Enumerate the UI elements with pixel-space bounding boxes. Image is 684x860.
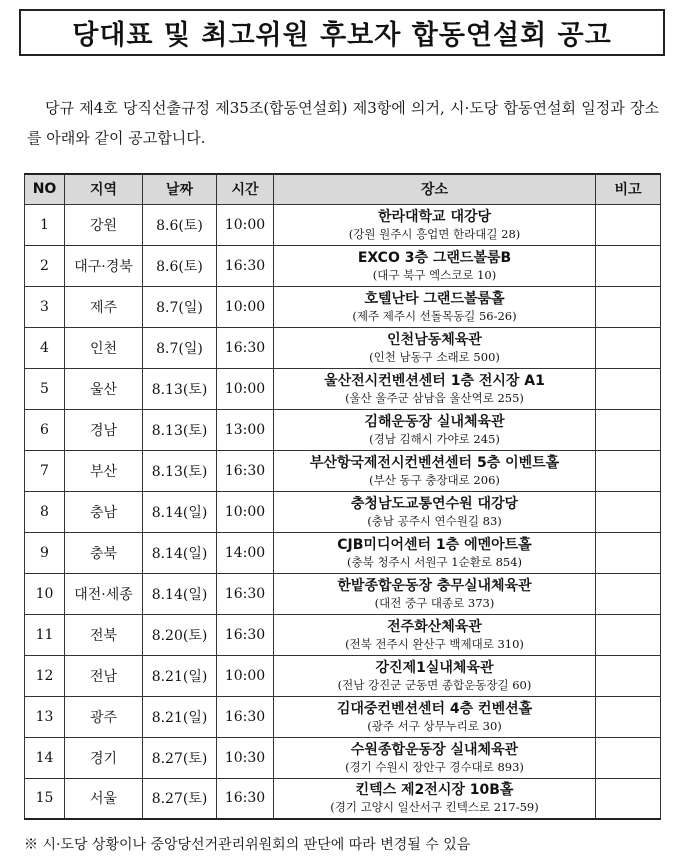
row-time: 16:30	[217, 696, 274, 737]
venue-address: (제주 제주시 선돌목동길 56-26)	[352, 308, 517, 323]
row-note	[596, 655, 661, 696]
table-row	[25, 409, 661, 450]
header-region: 지역	[65, 174, 143, 204]
table-row	[25, 655, 661, 696]
row-no: 10	[25, 573, 65, 614]
table-row	[25, 327, 661, 368]
row-time: 13:00	[217, 409, 274, 450]
venue-name: 울산전시컨벤션센터 1층 전시장 A1	[324, 372, 545, 389]
row-region: 충북	[65, 532, 143, 573]
row-note	[596, 737, 661, 778]
venue-address: (경기 수원시 장안구 경수대로 893)	[345, 759, 524, 774]
row-no: 6	[25, 409, 65, 450]
row-venue	[274, 532, 596, 573]
row-time: 16:30	[217, 327, 274, 368]
row-venue	[274, 655, 596, 696]
venue-address: (충북 청주시 서원구 1순환로 854)	[346, 554, 523, 569]
row-note	[596, 450, 661, 491]
row-note	[596, 573, 661, 614]
row-time: 10:30	[217, 737, 274, 778]
table-body	[25, 204, 661, 819]
row-date: 8.20(토)	[143, 614, 217, 655]
row-time: 10:00	[217, 491, 274, 532]
row-no: 4	[25, 327, 65, 368]
venue-name: 호텔난타 그랜드볼룸홀	[364, 290, 505, 307]
row-note	[596, 327, 661, 368]
row-no: 2	[25, 245, 65, 286]
header-date: 날짜	[143, 174, 217, 204]
row-note	[596, 696, 661, 737]
row-note	[596, 491, 661, 532]
row-no: 8	[25, 491, 65, 532]
row-date: 8.13(토)	[143, 368, 217, 409]
table-row	[25, 737, 661, 778]
title-box	[19, 9, 665, 56]
row-note	[596, 286, 661, 327]
row-region: 인천	[65, 327, 143, 368]
row-no: 11	[25, 614, 65, 655]
venue-name: 부산항국제전시컨벤션센터 5층 이벤트홀	[309, 454, 560, 471]
row-time: 10:00	[217, 368, 274, 409]
venue-name: 강진제1실내체육관	[375, 659, 494, 676]
table-row	[25, 450, 661, 491]
venue-name: EXCO 3층 그랜드볼룸B	[357, 249, 512, 266]
row-venue	[274, 573, 596, 614]
venue-name: 한밭종합운동장 충무실내체육관	[337, 577, 532, 594]
row-no: 1	[25, 204, 65, 245]
row-no: 15	[25, 778, 65, 819]
row-date: 8.14(일)	[143, 532, 217, 573]
row-venue	[274, 327, 596, 368]
table-row	[25, 696, 661, 737]
row-venue	[274, 737, 596, 778]
table-row	[25, 573, 661, 614]
row-venue	[274, 245, 596, 286]
row-no: 9	[25, 532, 65, 573]
table-row	[25, 204, 661, 245]
row-venue	[274, 696, 596, 737]
row-venue	[274, 614, 596, 655]
row-time: 10:00	[217, 655, 274, 696]
row-venue	[274, 778, 596, 819]
table-row	[25, 245, 661, 286]
row-date: 8.7(일)	[143, 286, 217, 327]
venue-address: (전북 전주시 완산구 백제대로 310)	[345, 636, 524, 651]
table-row	[25, 614, 661, 655]
venue-name: 한라대학교 대강당	[377, 208, 492, 225]
row-no: 5	[25, 368, 65, 409]
table-row	[25, 491, 661, 532]
venue-address: (대구 북구 엑스코로 10)	[372, 267, 497, 282]
header-note: 비고	[596, 174, 661, 204]
row-no: 7	[25, 450, 65, 491]
row-no: 13	[25, 696, 65, 737]
venue-name: CJB미디어센터 1층 에멘아트홀	[337, 536, 532, 553]
venue-name: 전주화산체육관	[387, 618, 482, 635]
row-note	[596, 245, 661, 286]
venue-name: 수원종합운동장 실내체육관	[350, 741, 519, 758]
row-time: 16:30	[217, 614, 274, 655]
row-date: 8.21(일)	[143, 655, 217, 696]
row-note	[596, 204, 661, 245]
venue-address: (대전 중구 대종로 373)	[374, 595, 495, 610]
row-region: 전북	[65, 614, 143, 655]
venue-address: (전남 강진군 군동면 종합운동장길 60)	[337, 677, 532, 692]
row-region: 부산	[65, 450, 143, 491]
table-row	[25, 778, 661, 819]
page-title: 당대표 및 최고위원 후보자 합동연설회 공고	[72, 20, 612, 51]
row-region: 충남	[65, 491, 143, 532]
venue-name: 김해운동장 실내체육관	[364, 413, 505, 430]
row-region: 서울	[65, 778, 143, 819]
row-venue	[274, 409, 596, 450]
table-row	[25, 532, 661, 573]
header-time: 시간	[217, 174, 274, 204]
venue-name: 김대중컨벤션센터 4층 컨벤션홀	[336, 700, 533, 717]
venue-address: (강원 원주시 흥업면 한라대길 28)	[348, 226, 521, 241]
venue-address: (광주 서구 상무누리로 30)	[367, 718, 502, 733]
table-header-row	[25, 174, 661, 204]
row-time: 16:30	[217, 778, 274, 819]
row-venue	[274, 491, 596, 532]
row-note	[596, 532, 661, 573]
table-row	[25, 286, 661, 327]
header-no: NO	[25, 174, 65, 204]
row-no: 14	[25, 737, 65, 778]
row-region: 전남	[65, 655, 143, 696]
row-venue	[274, 204, 596, 245]
table-row	[25, 368, 661, 409]
row-region: 대전·세종	[65, 573, 143, 614]
row-no: 12	[25, 655, 65, 696]
intro-paragraph: 당규 제4호 당직선출규정 제35조(합동연설회) 제3항에 의거, 시·도당 합동연설회 일정과 장소를 아래와 같이 공고합니다.	[27, 99, 659, 147]
row-date: 8.7(일)	[143, 327, 217, 368]
row-date: 8.13(토)	[143, 409, 217, 450]
row-time: 14:00	[217, 532, 274, 573]
row-region: 광주	[65, 696, 143, 737]
venue-name: 킨텍스 제2전시장 10B홀	[355, 782, 514, 799]
row-time: 10:00	[217, 204, 274, 245]
row-time: 16:30	[217, 450, 274, 491]
row-region: 제주	[65, 286, 143, 327]
row-date: 8.14(일)	[143, 491, 217, 532]
row-date: 8.21(일)	[143, 696, 217, 737]
venue-address: (경기 고양시 일산서구 킨텍스로 217-59)	[330, 800, 539, 815]
schedule-table	[24, 173, 661, 820]
header-venue: 장소	[274, 174, 596, 204]
row-date: 8.6(토)	[143, 204, 217, 245]
venue-address: (충남 공주시 연수원길 83)	[367, 513, 502, 528]
venue-address: (경남 김해시 가야로 245)	[369, 431, 500, 446]
row-date: 8.27(토)	[143, 778, 217, 819]
row-date: 8.6(토)	[143, 245, 217, 286]
row-note	[596, 778, 661, 819]
row-time: 16:30	[217, 573, 274, 614]
venue-address: (울산 울주군 삼남읍 울산역로 255)	[345, 390, 524, 405]
venue-address: (인천 남동구 소래로 500)	[369, 349, 500, 364]
row-time: 10:00	[217, 286, 274, 327]
row-no: 3	[25, 286, 65, 327]
row-note	[596, 614, 661, 655]
row-region: 대구·경북	[65, 245, 143, 286]
row-time: 16:30	[217, 245, 274, 286]
row-region: 경남	[65, 409, 143, 450]
row-note	[596, 409, 661, 450]
row-note	[596, 368, 661, 409]
footnote: ※ 시·도당 상황이나 중앙당선거관리위원회의 판단에 따라 변경될 수 있음	[24, 837, 471, 853]
row-date: 8.27(토)	[143, 737, 217, 778]
row-venue	[274, 368, 596, 409]
row-date: 8.13(토)	[143, 450, 217, 491]
row-venue	[274, 450, 596, 491]
row-region: 울산	[65, 368, 143, 409]
row-venue	[274, 286, 596, 327]
row-region: 강원	[65, 204, 143, 245]
row-date: 8.14(일)	[143, 573, 217, 614]
venue-name: 인천남동체육관	[387, 331, 482, 348]
venue-address: (부산 동구 충장대로 206)	[369, 472, 500, 487]
venue-name: 충청남도교통연수원 대강당	[350, 495, 519, 512]
row-region: 경기	[65, 737, 143, 778]
